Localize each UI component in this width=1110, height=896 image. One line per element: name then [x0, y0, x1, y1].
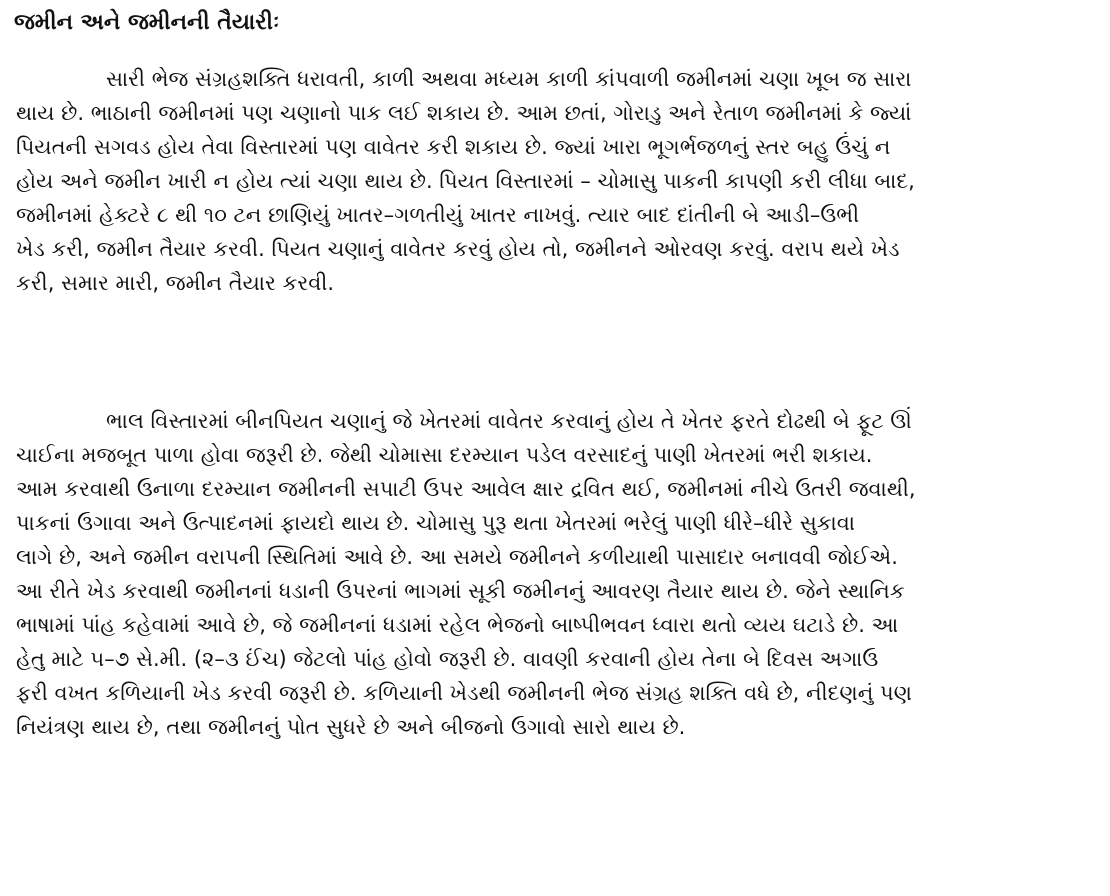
paragraph-line: ખેડ કરી, જમીન તૈયાર કરવી. પિયત ચણાનું વાવેતર કરવું હોય તો, જમીનને ઓરવણ કરવું. વરાપ થયે ખેડ — [16, 237, 900, 261]
paragraph-line: નિયંત્રણ થાય છે, તથા જમીનનું પોત સુધરે છે અને બીજનો ઉગાવો સારો થાય છે. — [16, 715, 686, 739]
paragraph-line: પિયતની સગવડ હોય તેવા વિસ્તારમાં પણ વાવેતર કરી શકાય છે. જ્યાં ખારા ભૂગર્ભજળનું સ્તર બહુ ઉંચું ન — [16, 135, 891, 159]
paragraph-line: ફરી વખત કળિયાની ખેડ કરવી જરૂરી છે. કળિયાની ખેડથી જમીનની ભેજ સંગ્રહ શક્તિ વધે છે, નીદણનું પણ — [16, 681, 912, 705]
paragraph-line: ચાઈના મજબૂત પાળા હોવા જરૂરી છે. જેથી ચોમાસા દરમ્યાન પડેલ વરસાદનું પાણી ખેતરમાં ભરી શકાય. — [16, 443, 873, 467]
section-heading: જમીન અને જમીનની તૈયારીઃ — [14, 10, 280, 35]
paragraph-line: કરી, સમાર મારી, જમીન તૈયાર કરવી. — [16, 271, 335, 295]
paragraph-bhal-region — [16, 404, 1098, 744]
paragraph-line: આમ કરવાથી ઉનાળા દરમ્યાન જમીનની સપાટી ઉપર આવેલ ક્ષાર દ્રવિત થઈ, જમીનમાં નીચે ઉતરી જવાથી, — [16, 477, 916, 501]
paragraph-line: ભાષામાં પાંહ કહેવામાં આવે છે, જે જમીનનાં ધડામાં રહેલ ભેજનો બાષ્પીભવન ધ્વારા થતો વ્યય ઘટાડે છે. આ — [16, 613, 899, 637]
paragraph-line: હેતુ માટે ૫–૭ સે.મી. (૨–૩ ઈંચ) જેટલો પાંહ હોવો જરૂરી છે. વાવણી કરવાની હોય તેના બે દિવસ અગાઉ — [16, 647, 879, 671]
paragraph-line: જમીનમાં હેક્ટરે ૮ થી ૧૦ ટન છાણિયું ખાતર–ગળતીયું ખાતર નાખવું. ત્યાર બાદ દાંતીની બે આડી–ઉભી — [16, 203, 860, 227]
paragraph-line: ભાલ વિસ્તારમાં બીનપિયત ચણાનું જે ખેતરમાં વાવેતર કરવાનું હોય તે ખેતર ફરતે દોઢથી બે ફૂટ ઊં — [106, 409, 912, 433]
paragraph-line: લાગે છે, અને જમીન વરાપની સ્થિતિમાં આવે છે. આ સમયે જમીનને કળીયાથી પાસાદાર બનાવવી જોઈએ. — [16, 545, 898, 569]
paragraph-line: પાકનાં ઉગાવા અને ઉત્પાદનમાં ફાયદો થાય છે. ચોમાસુ પુરૂ થતા ખેતરમાં ભરેલું પાણી ધીરે–ધીરે સુકાવા — [16, 511, 855, 535]
paragraph-line: થાય છે. ભાઠાની જમીનમાં પણ ચણાનો પાક લઈ શકાય છે. આમ છતાં, ગોરાડુ અને રેતાળ જમીનમાં કે જ્યાં — [16, 101, 912, 125]
paragraph-line: હોય અને જમીન ખારી ન હોય ત્યાં ચણા થાય છે. પિયત વિસ્તારમાં – ચોમાસુ પાકની કાપણી કરી લીધા બાદ, — [16, 169, 915, 193]
paragraph-soil-types — [16, 62, 1098, 300]
paragraph-line: આ રીતે ખેડ કરવાથી જમીનનાં ધડાની ઉપરનાં ભાગમાં સૂકી જમીનનું આવરણ તૈયાર થાય છે. જેને સ્થાનિક — [16, 579, 905, 603]
paragraph-line: સારી ભેજ સંગ્રહશક્તિ ધરાવતી, કાળી અથવા મધ્યમ કાળી કાંપવાળી જમીનમાં ચણા ખૂબ જ સારા — [106, 67, 912, 91]
